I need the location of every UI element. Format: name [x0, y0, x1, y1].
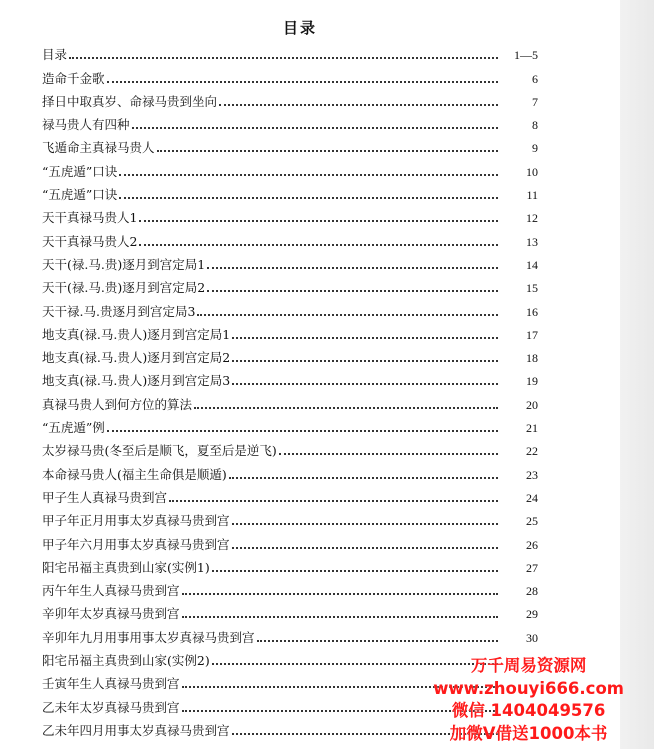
toc-entry-label: 阳宅吊福主真贵到山家(实例1) — [42, 559, 210, 575]
toc-entry-label: 甲子年六月用事太岁真禄马贵到宫 — [42, 536, 230, 552]
toc-entry-label: 地支真(禄.马.贵人)逐月到宫定局3 — [42, 373, 231, 389]
toc-entry-label: 丙午年生人真禄马贵到宫 — [42, 583, 180, 599]
toc-entry — [42, 133, 538, 156]
toc-entry-label: “五虎遁”口诀 — [42, 187, 118, 203]
dot-leader — [219, 104, 498, 106]
toc-entry-page: 7 — [532, 94, 538, 109]
watermark-wechat: 微信 1404049576 — [451, 701, 606, 720]
toc-entry — [42, 436, 538, 459]
toc-entry-page: 9 — [532, 141, 538, 156]
toc-entry-label: 乙未年四月用事太岁真禄马贵到宫 — [42, 722, 230, 738]
toc-entry-page: 24 — [526, 490, 538, 505]
toc-entry-label: 甲子年正月用事太岁真禄马贵到宫 — [42, 513, 230, 529]
toc-entry-page: 26 — [526, 537, 538, 552]
watermark-site-name: 万千周易资源网 — [470, 656, 587, 675]
dot-leader — [232, 547, 498, 549]
toc-entry-page: 14 — [526, 257, 538, 272]
toc-entry-label: 辛卯年太岁真禄马贵到宫 — [42, 606, 180, 622]
dot-leader — [257, 640, 498, 642]
toc-entry — [42, 483, 538, 506]
toc-entry-label: “五虎遁”例 — [42, 420, 105, 436]
page-title: 目录 — [282, 19, 317, 37]
dot-leader — [194, 407, 498, 409]
toc-entry-label: 真禄马贵人到何方位的算法 — [42, 396, 193, 412]
dot-leader — [107, 430, 498, 432]
toc-entry-page: 6 — [532, 71, 538, 86]
dot-leader — [229, 477, 498, 479]
toc-entry-page: 10 — [526, 164, 538, 179]
toc-entry — [42, 63, 538, 86]
toc-entry — [42, 413, 538, 436]
toc-entry-label: 天干(禄.马.贵)逐月到宫定局2 — [42, 280, 206, 296]
toc-entry — [42, 320, 538, 343]
page-edge — [620, 0, 654, 749]
dot-leader — [232, 360, 498, 362]
toc-entry-page: 16 — [526, 304, 538, 319]
dot-leader — [182, 593, 498, 595]
toc-entry-page: 28 — [526, 584, 538, 599]
watermark-offer: 加微V借送1000本书 — [449, 723, 608, 743]
dot-leader — [139, 220, 498, 222]
toc-entry-label: 壬寅年生人真禄马贵到宫 — [42, 676, 180, 692]
toc-entry-page: 1—5 — [514, 48, 538, 63]
dot-leader — [207, 267, 498, 269]
dot-leader — [119, 174, 498, 176]
toc-entry — [42, 296, 538, 319]
toc-entry-label: 禄马贵人有四种 — [42, 117, 130, 133]
dot-leader — [182, 616, 498, 618]
toc-entry — [42, 366, 538, 389]
toc-entry-label: 地支真(禄.马.贵人)逐月到宫定局2 — [42, 350, 231, 366]
toc-entry-page: 8 — [532, 118, 538, 133]
toc-entry-page: 23 — [526, 467, 538, 482]
toc-entry-page: 17 — [526, 327, 538, 342]
toc-entry-label: 辛卯年九月用事用事太岁真禄马贵到宫 — [42, 629, 255, 645]
toc-entry-page: 27 — [526, 560, 538, 575]
toc-entry — [42, 343, 538, 366]
watermark-url: www.zhouyi666.com — [433, 678, 624, 698]
toc-entry — [42, 110, 538, 133]
toc-entry-label: 天干禄.马.贵逐月到宫定局3 — [42, 303, 196, 319]
dot-leader — [139, 244, 498, 246]
toc-entry — [42, 553, 538, 576]
toc-entry-page: 30 — [526, 630, 538, 645]
toc-entry-page: 19 — [526, 374, 538, 389]
toc-entry-label: 阳宅吊福主真贵到山家(实例2) — [42, 653, 210, 669]
toc-entry — [42, 40, 538, 63]
dot-leader — [232, 523, 498, 525]
toc-entry-label: “五虎遁”口诀 — [42, 163, 118, 179]
toc-entry-label: 乙未年太岁真禄马贵到宫 — [42, 699, 180, 715]
toc-entry-label: 本命禄马贵人(福主生命俱是顺遁) — [42, 466, 227, 482]
toc-entry — [42, 599, 538, 622]
toc-entry — [42, 180, 538, 203]
dot-leader — [169, 500, 498, 502]
toc-entry-page: 15 — [526, 281, 538, 296]
toc-entry-page: 11 — [526, 188, 538, 203]
dot-leader — [157, 150, 498, 152]
dot-leader — [232, 383, 498, 385]
toc-entry — [42, 250, 538, 273]
toc-entry-page: 25 — [526, 514, 538, 529]
watermark — [433, 655, 624, 745]
toc-entry-page: 22 — [526, 444, 538, 459]
dot-leader — [197, 314, 498, 316]
toc-list — [42, 40, 538, 739]
toc-entry — [42, 87, 538, 110]
toc-entry-label: 目录 — [42, 47, 68, 63]
dot-leader — [107, 81, 498, 83]
toc-entry-label: 太岁禄马贵(冬至后是顺飞，夏至后是逆飞) — [42, 443, 277, 459]
toc-entry — [42, 226, 538, 249]
toc-entry — [42, 389, 538, 412]
toc-entry-label: 地支真(禄.马.贵人)逐月到宫定局1 — [42, 326, 231, 342]
toc-entry — [42, 273, 538, 296]
dot-leader — [279, 453, 498, 455]
toc-entry — [42, 203, 538, 226]
toc-entry-label: 甲子生人真禄马贵到宫 — [42, 489, 168, 505]
toc-entry-label: 天干(禄.马.贵)逐月到宫定局1 — [42, 256, 206, 272]
toc-entry — [42, 622, 538, 645]
toc-entry-page: 29 — [526, 607, 538, 622]
toc-entry — [42, 576, 538, 599]
toc-entry-label: 飞遁命主真禄马贵人 — [42, 140, 155, 156]
toc-entry — [42, 506, 538, 529]
toc-entry-label: 天干真禄马贵人1 — [42, 210, 138, 226]
toc-entry-label: 择日中取真岁、命禄马贵到坐向 — [42, 93, 218, 109]
dot-leader — [212, 570, 498, 572]
dot-leader — [207, 290, 498, 292]
dot-leader — [232, 337, 498, 339]
toc-entry — [42, 156, 538, 179]
dot-leader — [69, 57, 498, 59]
toc-entry-page: 21 — [526, 421, 538, 436]
dot-leader — [132, 127, 498, 129]
toc-entry-page: 18 — [526, 351, 538, 366]
toc-entry — [42, 529, 538, 552]
dot-leader — [119, 197, 498, 199]
toc-entry-page: 20 — [526, 397, 538, 412]
toc-entry-label: 天干真禄马贵人2 — [42, 233, 138, 249]
toc-entry-page: 12 — [526, 211, 538, 226]
toc-entry-page: 13 — [526, 234, 538, 249]
toc-entry — [42, 459, 538, 482]
toc-entry-label: 造命千金歌 — [42, 70, 105, 86]
